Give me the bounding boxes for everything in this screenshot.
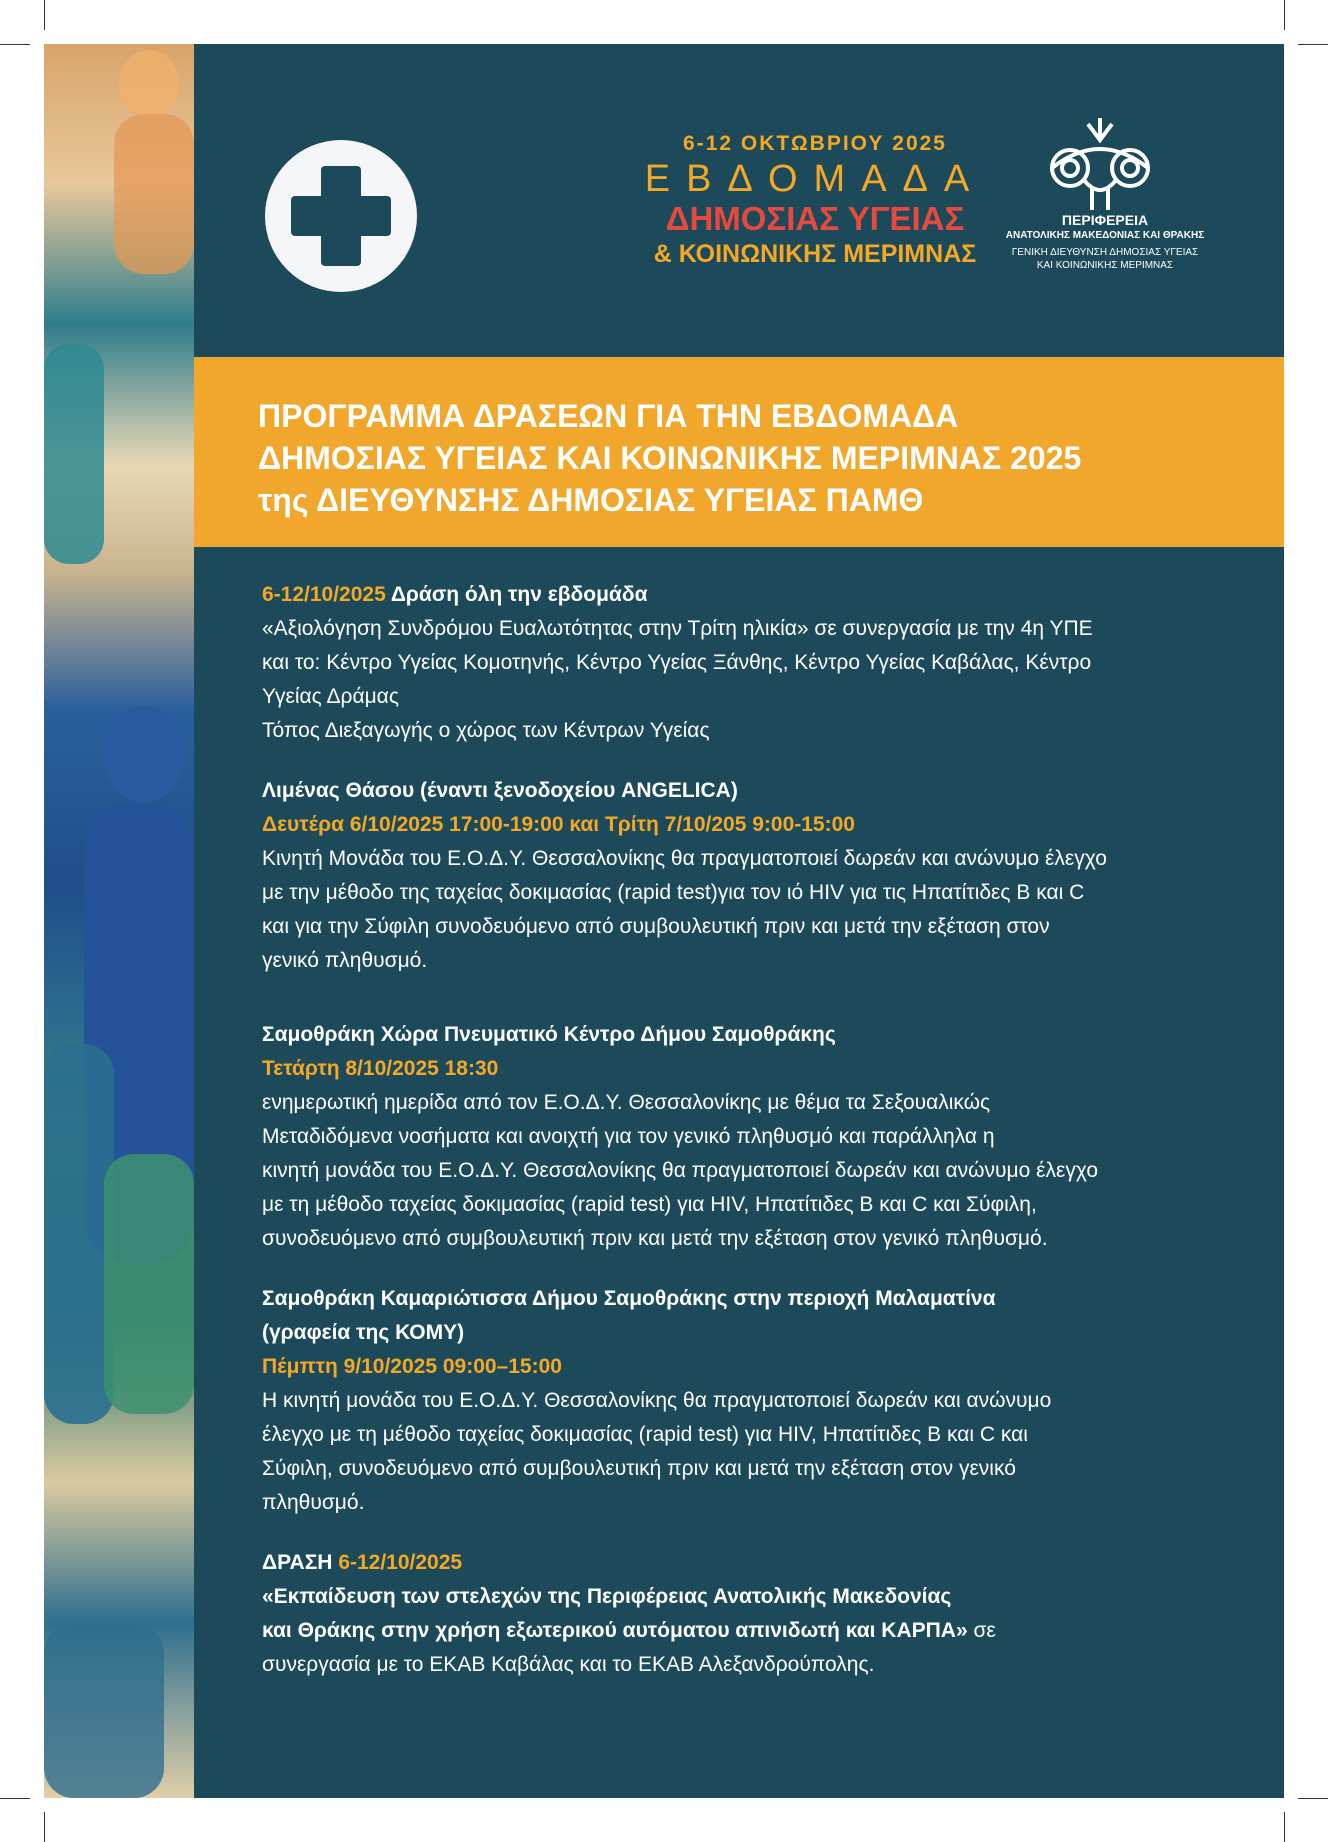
week-title-public-health: ΔΗΜΟΣΙΑΣ ΥΓΕΙΑΣ bbox=[665, 200, 965, 237]
crop-mark bbox=[1298, 1798, 1328, 1799]
event-description: κινητή μονάδα του Ε.Ο.Δ.Υ. Θεσσαλονίκης θα πραγματοποιεί δωρεάν και ανώνυμο έλεγχο bbox=[262, 1159, 1099, 1182]
event-description: με την μέθοδο της ταχείας δοκιμασίας (rapid test)για τον ιό HIV για τις Ηπατίτιδες Β και C bbox=[262, 881, 1085, 904]
week-word: ΕΒΔΟΜΑΔΑ bbox=[644, 158, 986, 200]
event-title-tail: σε bbox=[967, 1619, 996, 1642]
event-description: έλεγχο με τη μέθοδο ταχείας δοκιμασίας (rapid test) για HIV, Ηπατίτιδες Β και C και bbox=[262, 1423, 1028, 1446]
event-description: Τόπος Διεξαγωγής ο χώρος των Κέντρων Υγείας bbox=[262, 719, 710, 742]
event-description: και για την Σύφιλη συνοδευόμενο από συμβουλευτική πριν και μετά την εξέταση στον bbox=[262, 915, 1050, 938]
event-item bbox=[262, 578, 1262, 748]
event-description: γενικό πληθυσμό. bbox=[262, 949, 428, 972]
event-heading bbox=[262, 1546, 1262, 1580]
region-department-line: ΓΕΝΙΚΗ ΔΙΕΥΘΥΝΣΗ ΔΗΜΟΣΙΑΣ ΥΓΕΙΑΣ bbox=[1011, 247, 1199, 258]
event-description: ενημερωτική ημερίδα από τον Ε.Ο.Δ.Υ. Θεσσαλονίκης με θέμα τα Σεξουαλικώς bbox=[262, 1091, 991, 1114]
event-date: Τετάρτη 8/10/2025 18:30 bbox=[262, 1057, 499, 1080]
event-label: ΔΡΑΣΗ bbox=[262, 1551, 339, 1574]
region-emblem-icon bbox=[1040, 110, 1160, 215]
event-title-part: και Θράκης στην χρήση εξωτερικού αυτόματου απινιδωτή και ΚΑΡΠΑ» bbox=[262, 1619, 968, 1642]
event-item bbox=[262, 774, 1262, 978]
medical-cross-icon bbox=[265, 140, 417, 292]
banner-title-line: της ΔΙΕΥΘΥΝΣΗΣ ΔΗΜΟΣΙΑΣ ΥΓΕΙΑΣ ΠΑΜΘ bbox=[258, 482, 924, 518]
event-description: Η κινητή μονάδα του Ε.Ο.Δ.Υ. Θεσσαλονίκης θα πραγματοποιεί δωρεάν και ανώνυμο bbox=[262, 1389, 1052, 1412]
event-place: (γραφεία της ΚΟΜΥ) bbox=[262, 1321, 465, 1344]
region-department bbox=[985, 246, 1225, 272]
event-item bbox=[262, 1018, 1262, 1256]
silhouette-figures-illustration bbox=[44, 44, 194, 1798]
events-list bbox=[262, 578, 1262, 1708]
event-description: Κινητή Μονάδα του Ε.Ο.Δ.Υ. Θεσσαλονίκης θα πραγματοποιεί δωρεάν και ανώνυμο έλεγχο bbox=[262, 847, 1107, 870]
crop-mark bbox=[1284, 0, 1285, 30]
event-title bbox=[262, 1614, 1262, 1648]
crop-mark bbox=[1298, 44, 1328, 45]
event-title: «Εκπαίδευση των στελεχών της Περιφέρειας Ανατολικής Μακεδονίας bbox=[262, 1585, 952, 1608]
event-date: 6-12/10/2025 bbox=[262, 583, 386, 606]
event-date: Πέμπτη 9/10/2025 09:00–15:00 bbox=[262, 1355, 562, 1378]
week-dates: 6-12 ΟΚΤΩΒΡΙΟΥ 2025 bbox=[683, 132, 947, 155]
crop-mark bbox=[44, 0, 45, 30]
event-title: Δράση όλη την εβδομάδα bbox=[385, 583, 648, 606]
event-heading bbox=[262, 578, 1262, 612]
event-place: Σαμοθράκη Χώρα Πνευματικό Κέντρο Δήμου Σαμοθράκης bbox=[262, 1023, 836, 1046]
banner-title-line: ΔΗΜΟΣΙΑΣ ΥΓΕΙΑΣ ΚΑΙ ΚΟΙΝΩΝΙΚΗΣ ΜΕΡΙΜΝΑΣ 2025 bbox=[258, 440, 1082, 476]
decorative-art-strip bbox=[44, 44, 194, 1798]
event-date: Δευτέρα 6/10/2025 17:00-19:00 και Τρίτη 7/10/205 9:00-15:00 bbox=[262, 813, 855, 836]
region-name: ΠΕΡΙΦΕΡΕΙΑ bbox=[1061, 212, 1149, 228]
event-item bbox=[262, 1282, 1262, 1520]
event-description: πληθυσμό. bbox=[262, 1491, 365, 1514]
event-description: συνοδευόμενο από συμβουλευτική πριν και μετά την εξέταση στον γενικό πληθυσμό. bbox=[262, 1227, 1048, 1250]
crop-mark bbox=[44, 1812, 45, 1842]
event-place: Λιμένας Θάσου (έναντι ξενοδοχείου ANGELICA) bbox=[262, 779, 738, 802]
event-date: 6-12/10/2025 bbox=[338, 1551, 463, 1574]
region-subtitle: ΑΝΑΤΟΛΙΚΗΣ ΜΑΚΕΔΟΝΙΑΣ ΚΑΙ ΘΡΑΚΗΣ bbox=[1005, 230, 1205, 241]
week-title-social-care: & ΚΟΙΝΩΝΙΚΗΣ ΜΕΡΙΜΝΑΣ bbox=[653, 240, 977, 268]
event-description: συνεργασία με το ΕΚΑΒ Καβάλας και το ΕΚΑΒ Αλεξανδρούπολης. bbox=[262, 1653, 875, 1676]
event-place: Σαμοθράκη Καμαριώτισσα Δήμου Σαμοθράκης στην περιοχή Μαλαματίνα bbox=[262, 1287, 996, 1310]
event-description: με τη μέθοδο ταχείας δοκιμασίας (rapid test) για HIV, Ηπατίτιδες Β και C και Σύφιλη, bbox=[262, 1193, 1037, 1216]
crop-mark bbox=[0, 1798, 30, 1799]
banner-title-line: ΠΡΟΓΡΑΜΜΑ ΔΡΑΣΕΩΝ ΓΙΑ ΤΗΝ ΕΒΔΟΜΑΔΑ bbox=[258, 398, 959, 434]
event-description: και το: Κέντρο Υγείας Κομοτηνής, Κέντρο Υγείας Ξάνθης, Κέντρο Υγείας Καβάλας, Κέντρο bbox=[262, 651, 1092, 674]
event-description: Μεταδιδόμενα νοσήματα και ανοιχτή για τον γενικό πληθυσμό και παράλληλα η bbox=[262, 1125, 995, 1148]
crop-mark bbox=[0, 44, 30, 45]
event-description: Υγείας Δράμας bbox=[262, 685, 399, 708]
crop-mark bbox=[1284, 1812, 1285, 1842]
region-department-line: ΚΑΙ ΚΟΙΝΩΝΙΚΗΣ ΜΕΡΙΜΝΑΣ bbox=[1036, 260, 1174, 271]
event-item bbox=[262, 1546, 1262, 1682]
event-description: Σύφιλη, συνοδευόμενο από συμβουλευτική πριν και μετά την εξέταση στον γενικό bbox=[262, 1457, 1016, 1480]
event-description: «Αξιολόγηση Συνδρόμου Ευαλωτότητας στην Τρίτη ηλικία» σε συνεργασία με την 4η ΥΠΕ bbox=[262, 617, 1093, 640]
